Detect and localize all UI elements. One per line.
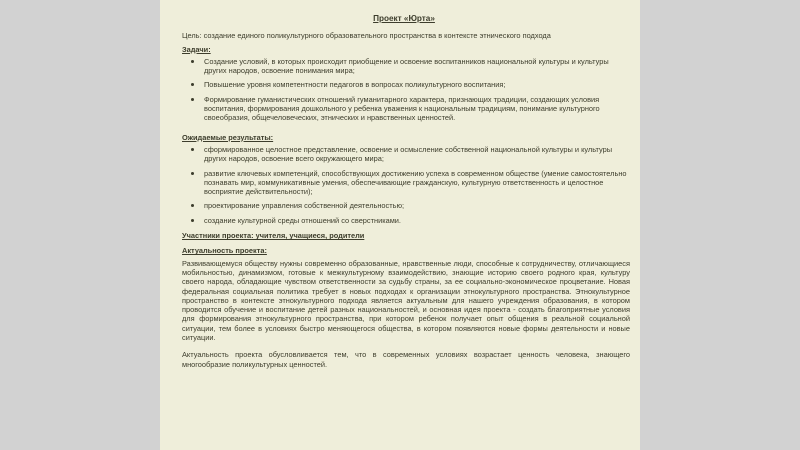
left-letterbox <box>0 0 160 450</box>
list-item: развитие ключевых компетенций, способствующих достижению успеха в современном обществе (умение самостоятельно познавать мир, коммуникативные умения, обеспечивающие гражданскую, культурную ответственность и целостное восприятие действительности); <box>204 169 630 197</box>
list-item: Формирование гуманистических отношений гуманитарного характера, признающих традиции, создающих условия воспитания, формирования дошкольного у ребенка уважения к национальным традициям, понимание культурного своеобразия, общечеловеческих, этнических и нравственных ценностей. <box>204 95 630 123</box>
list-item: Создание условий, в которых происходит приобщение и освоение воспитанников национальной культуры и культуры других народов, освоение понимания мира; <box>204 57 630 76</box>
results-heading: Ожидаемые результаты: <box>182 132 274 142</box>
right-letterbox <box>640 0 800 450</box>
list-item: Повышение уровня компетентности педагогов в вопросах поликультурного воспитания; <box>204 80 630 89</box>
list-item: проектирование управления собственной деятельностью; <box>204 201 630 210</box>
tasks-heading: Задачи: <box>182 44 211 54</box>
slide <box>160 0 640 450</box>
closing-paragraph: Актуальность проекта обусловливается тем, что в современных условиях возрастает ценность человека, знающего многообразие поликультурных ценностей. <box>182 350 630 369</box>
participants-text: Участники проекта: учителя, учащиеся, родители <box>182 231 365 241</box>
tasks-list <box>178 57 630 123</box>
relevance-heading: Актуальность проекта: <box>182 246 267 256</box>
relevance-paragraph: Развивающемуся обществу нужны современно образованные, нравственные люди, способные к сотрудничеству, отличающиеся мобильностью, динамизмом, готовые к межкультурному взаимодействию, знающие историю своего родного края, культуру своего народа, обладающие чувством ответственности за судьбу страны, за ее социально-экономическое процветание. Новая федеральная социальная политика требует в новых подходах к организации этнокультурного пространства. Этнокультурное пространство в контексте этнокультурного подхода является актуальным для нашего учреждения образования, в котором проводится обучение и воспитание детей разных национальностей, и основная идея проекта - создать благоприятные условия для формирования этнокультурного пространства, при котором ребенок получает опыт общения в реальной социальной ситуации, тем более в условиях быстро меняющегося общества, в котором появляются новые формы деятельности и новые ситуации. <box>182 258 630 343</box>
results-list <box>178 145 630 225</box>
goal-text: Цель: создание единого поликультурного образовательного пространства в контексте этнического подхода <box>182 31 551 41</box>
list-item: сформированное целостное представление, освоение и осмысление собственной национальной культуры и культуры других народов, освоение всего окружающего мира; <box>204 145 630 164</box>
slide-title: Проект «Юрта» <box>373 14 435 23</box>
list-item: создание культурной среды отношений со сверстниками. <box>204 216 630 225</box>
